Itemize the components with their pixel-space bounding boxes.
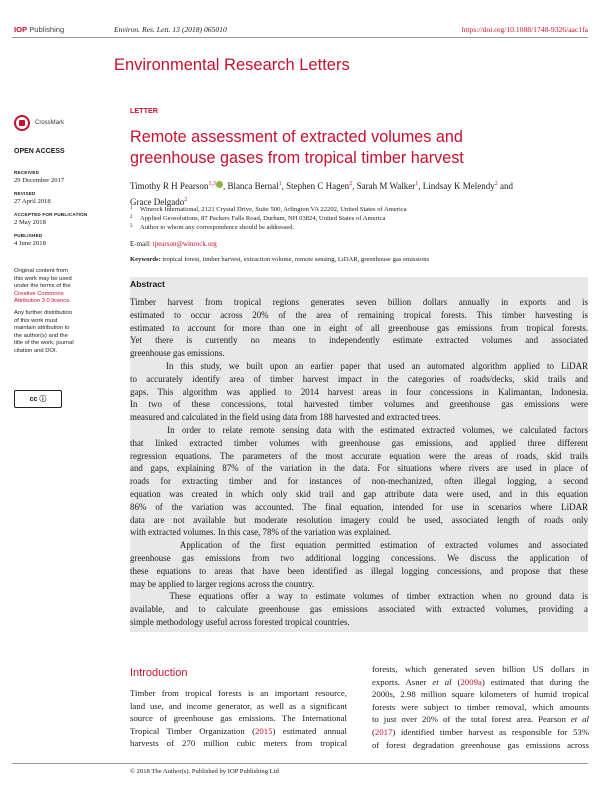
journal-title[interactable]: Environmental Research Letters [114, 56, 350, 74]
introduction-line: harvests of 270 million cubic meters from tropical [130, 738, 347, 749]
open-access-label: OPEN ACCESS [14, 148, 65, 155]
introduction-line: to just over 20% of the total forest area. Pearson et al [372, 714, 589, 725]
abstract-line: In two of these concessions, total harvested timber volumes and greenhouse gas emissions were [130, 399, 588, 410]
abstract-line: with extracted volumes. In this case, 78% of the variation was explained. [130, 527, 392, 538]
author-line [130, 178, 570, 194]
title-line: greenhouse gases from tropical timber harvest [130, 148, 464, 167]
author-affiliation-marker: 1 [278, 181, 282, 187]
author-separator: , [222, 181, 228, 191]
doi-link[interactable]: https://doi.org/10.1088/1748-9326/aac1fa [461, 25, 588, 34]
affiliation-number: 2 [130, 215, 133, 220]
affiliation-text: Author to whom any correspondence should be addressed. [140, 224, 295, 231]
license-line: this work may be used [14, 275, 72, 282]
introduction-line: forests, which generated seven billion US dollars in [372, 664, 589, 674]
abstract-line: estimated to occur across 20% of the area of remaining tropical forests. This timber harvesting is [130, 309, 588, 320]
history-label: ACCEPTED FOR PUBLICATION [14, 212, 88, 217]
introduction-line: 2000s, 2.98 million square kilometers of humid tropical [372, 689, 589, 700]
license-line: under the terms of the [14, 283, 71, 290]
publisher-name: Publishing [29, 25, 65, 34]
introduction-line: (2017) identified timber harvest as responsible for 53% [372, 727, 589, 737]
license-note [14, 268, 110, 306]
attribution-line: citation and DOI. [14, 347, 58, 354]
abstract-line: to accurately identify area of timber harvest impact in the categories of roads/decks, skid trails and [130, 373, 588, 384]
license-line: Original content from [14, 268, 68, 274]
author-name[interactable]: Sarah M Walker [356, 181, 416, 191]
abstract-line: may be applied to larger regions across the country. [130, 578, 315, 589]
introduction-line: exports. Asner et al (2009a) estimated that during the [372, 676, 589, 687]
license-link[interactable]: Attribution 3.0 licence. [14, 298, 72, 305]
author-separator: , [352, 181, 357, 191]
affiliation-number: 1 [130, 206, 133, 211]
abstract-line: 86% of the variation was accounted. The final equation, intended for use in scenarios where LiDAR [130, 501, 588, 512]
abstract-line: In this study, we built upon an earlier paper that used an automated algorithm applied to LiDAR [130, 361, 588, 371]
publisher-brand[interactable] [14, 25, 64, 34]
abstract-line: and gaps, explaining 87% of the variation in the data. For situations where rivers are used in place of [130, 463, 588, 474]
article-type: LETTER [130, 106, 158, 115]
attribution-line: maintain attribution to [14, 325, 70, 332]
orcid-icon[interactable] [216, 181, 223, 188]
abstract-line: equation was created in which only skid trail and gap attribute data were used, and in this equation [130, 489, 588, 499]
introduction-line: Tropical Timber Organization (2015) estimated annual [130, 725, 347, 736]
abstract-line: Application of the first equation permitted estimation of extracted volumes and associated [130, 540, 588, 551]
attribution-line: Any further distribution [14, 310, 72, 316]
introduction-line: land use, and income generator, as well as a significant [130, 700, 347, 711]
abstract-line: that linked extracted timber volumes with greenhouse gas emissions, and applied three different [130, 437, 588, 448]
affiliation [130, 222, 550, 232]
attribution-line: title of the work, journal [14, 340, 74, 347]
abstract-line: Yet there is currently no means to independently estimate extracted volumes and associated [130, 335, 588, 346]
author-affiliation-marker: 2 [494, 181, 498, 187]
author-separator: , [281, 181, 287, 191]
author-separator: , [418, 181, 423, 191]
footer-divider [12, 763, 588, 764]
keywords-line [130, 256, 429, 263]
abstract-line: simple methodology useful across forested tropical countries. [130, 617, 350, 627]
history-date: 2 May 2018 [14, 219, 46, 226]
attribution-line: the author(s) and the [14, 332, 68, 339]
abstract-line: roads for extracting timber and for instances of non-mechanized, often illegal logging, a second [130, 476, 588, 487]
introduction-line: forests were subject to timber removal, which amounts [372, 701, 589, 712]
abstract-line: regression equations. The parameters of the most accurate equation were the areas of roads, skid trails [130, 450, 588, 461]
author-name[interactable]: Timothy R H Pearson [130, 181, 209, 191]
copyright-footer: © 2018 The Author(s). Published by IOP Publishing Ltd [130, 768, 279, 775]
author-affiliation-marker: 2 [349, 181, 353, 187]
author-affiliation-marker: 2 [184, 196, 188, 203]
abstract-line: these equations to areas that have been identified as illegal logging concessions, and propose that these [130, 565, 588, 576]
license-link[interactable]: Creative Commons [14, 290, 64, 297]
journal-citation: Environ. Res. Lett. 13 (2018) 065010 [114, 25, 227, 34]
abstract-line: data are not available but moderate resolution imagery could be used, associated length of roads only [130, 514, 588, 525]
history-label: REVISED [14, 191, 36, 196]
history-date: 27 April 2018 [14, 198, 51, 205]
crossmark-label: CrossMark [35, 120, 65, 126]
keywords-text: tropical forest, timber harvest, extraction volume, remote sensing, LiDAR, greenhouse gas emissions [162, 256, 430, 263]
email-label: E-mail: [130, 240, 151, 248]
history-label: RECEIVED [14, 170, 40, 175]
author-affiliation-marker: 1 [415, 181, 419, 187]
crossmark-badge[interactable] [14, 112, 106, 134]
abstract-line: Timber harvest from tropical regions generates seven billion dollars annually in exports and is [130, 297, 588, 307]
keywords-label: Keywords: [130, 256, 161, 263]
cc-by-icon[interactable]: cc ⓘ [14, 390, 62, 408]
header-divider [12, 37, 588, 38]
history-date: 29 December 2017 [14, 177, 65, 184]
attribution-line: of this work must [14, 317, 58, 324]
publisher-mark: IOP [14, 25, 28, 34]
abstract-line: gaps. This algorithm was applied to 2014 harvest areas in four concessions in Kalimantan, Indonesia. [130, 386, 588, 397]
attribution-note [14, 310, 110, 356]
abstract-line: greenhouse gas emissions. [130, 348, 225, 359]
introduction-line: of forest degradation greenhouse gas emissions across [372, 739, 589, 750]
email-line [130, 240, 217, 248]
introduction-line: Timber from tropical forests is an important resource, [130, 688, 347, 698]
abstract-line: estimated to account for more than one in eight of all greenhouse gas emissions from tropical forests. [130, 322, 588, 333]
abstract-line: These equations offer a way to estimate volumes of timber extraction when no ground data is [130, 591, 588, 602]
abstract-line: greenhouse gas emissions from two additional logging concessions. We discuss the application of [130, 553, 588, 563]
author-separator: and [497, 181, 514, 191]
introduction-line: source of greenhouse gas emissions. The International [130, 713, 347, 724]
history-label: PUBLISHED [14, 233, 43, 238]
title-line: Remote assessment of extracted volumes and [130, 128, 463, 146]
email-link[interactable]: tpearson@winrock.org [152, 240, 217, 248]
abstract-line: measured and calculated in the field using data from 188 harvested and extracted trees. [130, 412, 441, 423]
author-name[interactable]: Lindsay K Melendy [422, 181, 495, 191]
crossmark-icon [14, 115, 30, 131]
abstract-heading: Abstract [130, 279, 165, 289]
author-affiliation-marker: 1,3 [208, 181, 216, 187]
abstract-line: available, and to calculate greenhouse gas emissions associated with extracted volumes, providing a [130, 604, 588, 615]
affiliation-number: 3 [130, 224, 133, 229]
author-name[interactable]: Blanca Bernal [227, 181, 279, 191]
history-date: 4 June 2018 [14, 240, 46, 247]
abstract-line: In order to relate remote sensing data with the estimated extracted volumes, we calculated factors [130, 425, 588, 435]
affiliation-text: Winrock International, 2121 Crystal Drive, Suite 500, Arlington VA 22202, United States of America [140, 206, 407, 213]
author-name[interactable]: Grace Delgado [130, 196, 185, 207]
introduction-heading: Introduction [130, 667, 188, 679]
article-title [130, 127, 530, 168]
affiliation-text: Applied Geosolutions, 87 Packers Falls Road, Durham, NH 03824, United States of America [140, 215, 386, 222]
author-name[interactable]: Stephen C Hagen [286, 181, 350, 191]
